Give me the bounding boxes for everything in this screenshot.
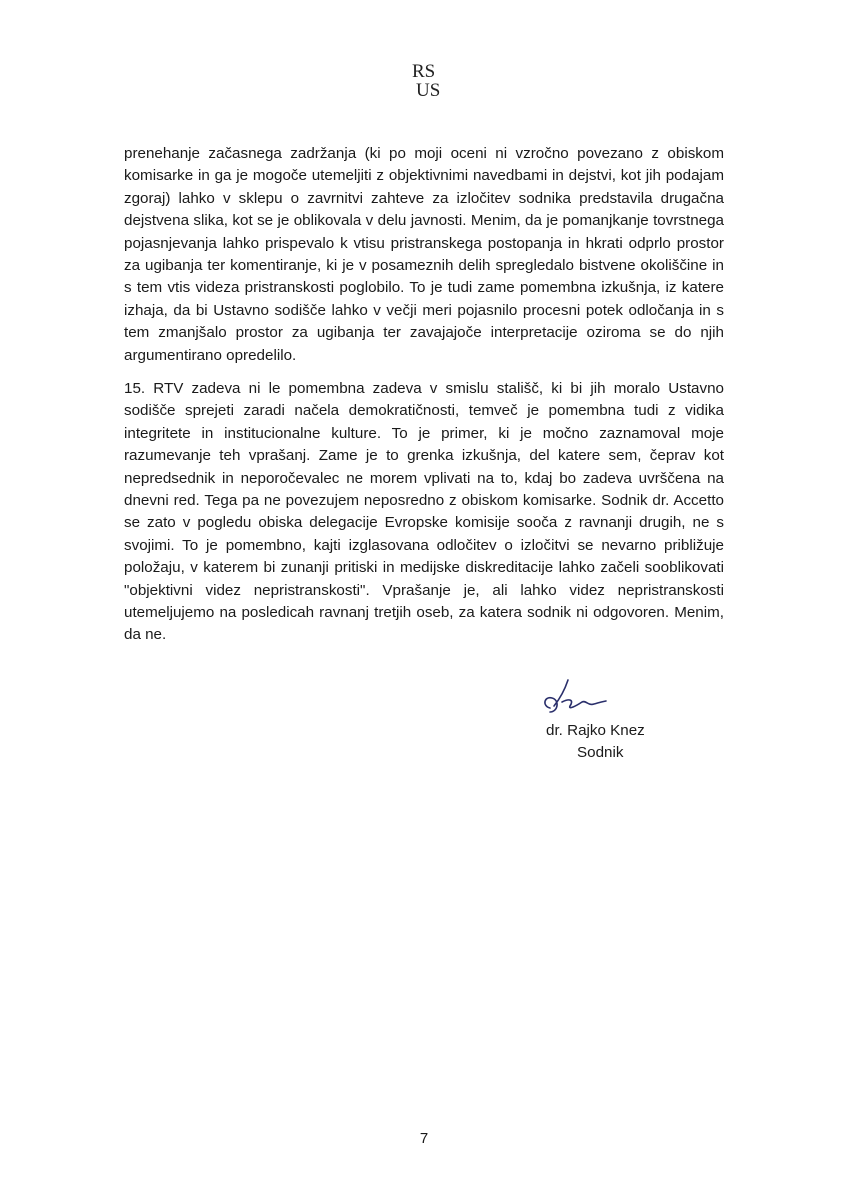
- signature-icon: [540, 676, 620, 720]
- court-logo: [410, 60, 454, 100]
- handwritten-signature: [540, 676, 620, 720]
- court-monogram-icon: [410, 60, 454, 100]
- page-number: 7: [419, 1130, 429, 1147]
- body-paragraph-2: 15. RTV zadeva ni le pomembna zadeva v smislu stališč, ki bi jih moralo Ustavno sodišče sprejeti zaradi načela demokratičnosti, temveč je pomembna tudi z vidika integritete in institucionalne kulture. To je primer, ki je močno zaznamoval moje razumevanje teh vprašanj. Zame je to grenka izkušnja, del katere sem, čeprav kot nepredsednik in neporočevalec ne morem vplivati na to, kdaj bo zadeva uvrščena na dnevni red. Tega pa ne povezujem neposredno z obiskom komisarke. Sodnik dr. Accetto se zato v pogledu obiska delegacije Evropske komisije sooča z ravnanji drugih, ne s svojimi. To je pomembno, kajti izglasovana odločitev o izločitvi se nevarno približuje položaju, v katerem bi zunanji pritiski in medijske diskreditacije lahko začeli sooblikovati "objektivni videz nepristranskosti". Vprašanje je, ali lahko videz nepristranskosti utemeljujemo na posledicah ravnanj tretjih oseb, za katera sodnik ni odgovoren. Menim, da ne.: [124, 380, 724, 644]
- signatory-role: Sodnik: [577, 744, 624, 761]
- signatory-name: dr. Rajko Knez: [546, 722, 645, 739]
- svg-text:US: US: [416, 80, 441, 100]
- svg-text:RS: RS: [412, 61, 436, 82]
- body-paragraph-1: prenehanje začasnega zadržanja (ki po moji oceni ni vzročno povezano z obiskom komisarke in ga je mogoče utemeljiti z objektivnimi navedbami in dejstvi, kot jih podajam zgoraj) lahko v sklepu o zavrnitvi zahteve za izločitev sodnika predstavila drugačna dejstvena slika, kot se je oblikovala v delu javnosti. Menim, da je pomanjkanje tovrstnega pojasnjevanja lahko prispevalo k vtisu pristranskega postopanja in hkrati odprlo prostor za ugibanja ter komentiranje, ki je v posameznih delih spregledalo bistvene okoliščine in s tem vtis videza pristranskosti poglobilo. To je tudi zame pomembna izkušnja, iz katere izhaja, da bi Ustavno sodišče lahko v večji meri pojasnilo procesni potek odločanja in s tem zmanjšalo prostor za ugibanja ter zavajajoče interpretacije oziroma se do njih argumentirano opredelilo.: [124, 145, 724, 364]
